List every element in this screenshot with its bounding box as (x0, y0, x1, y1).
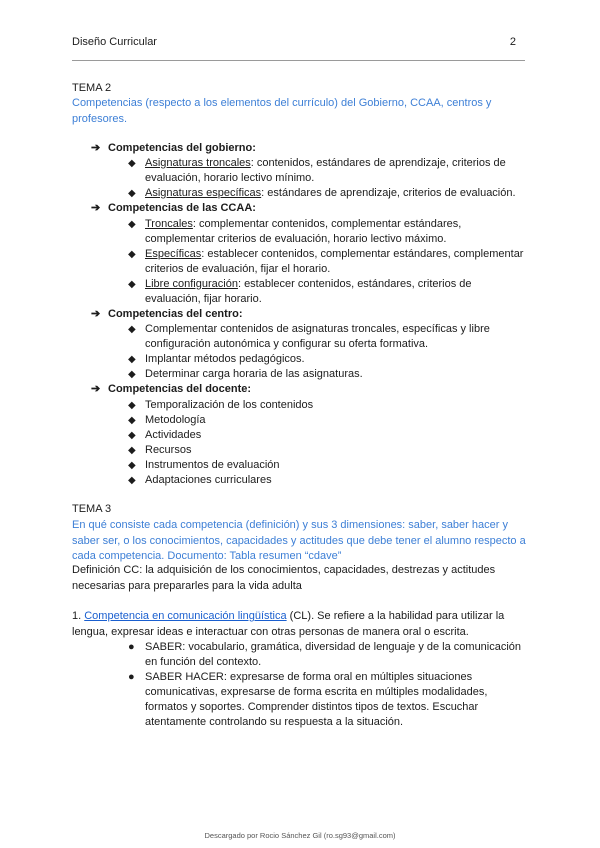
item-text: : establecer contenidos, complementar estándares, complementar criterios de evaluación, fijar el horario. (145, 248, 524, 275)
dimension-item (128, 640, 528, 670)
section-gobierno (91, 141, 256, 156)
page-number: 2 (509, 36, 516, 48)
section-title: Competencias del docente: (108, 383, 252, 395)
diamond-bullet-icon: ◆ (128, 354, 136, 365)
list-item (128, 217, 528, 247)
competence-link[interactable]: Competencia en comunicación lingüística (84, 610, 287, 622)
item-text: Temporalización de los contenidos (145, 399, 314, 411)
item-text: : complementar contenidos, complementar estándares, complementar criterios de evaluación, horario lectivo máximo. (145, 218, 462, 245)
diamond-bullet-icon: ◆ (128, 430, 136, 441)
list-item (128, 186, 528, 201)
arrow-bullet-icon: ➔ (91, 142, 101, 154)
section-title: Competencias del centro: (108, 308, 243, 320)
item-text: : contenidos, estándares de aprendizaje, criterios de evaluación, horario lectivo mínimo. (145, 157, 506, 184)
diamond-bullet-icon: ◆ (128, 158, 136, 169)
diamond-bullet-icon: ◆ (128, 249, 136, 260)
item-text: Actividades (145, 429, 202, 441)
section-centro (91, 307, 242, 322)
list-item (128, 277, 528, 307)
item-text: Instrumentos de evaluación (145, 459, 280, 471)
item-label: Troncales (145, 218, 193, 230)
item-label: Asignaturas específicas (145, 187, 262, 199)
list-item (128, 322, 528, 352)
list-item (128, 458, 528, 473)
list-item (128, 473, 528, 488)
tema3-heading: TEMA 3 (72, 503, 112, 515)
section-title: Competencias del gobierno: (108, 142, 256, 154)
list-item (128, 247, 528, 277)
diamond-bullet-icon: ◆ (128, 445, 136, 456)
tema2-heading: TEMA 2 (72, 82, 112, 94)
item-text: Complementar contenidos de asignaturas troncales, específicas y libre configuración autonómica y configurar su oferta formativa. (145, 323, 490, 350)
list-item (128, 443, 528, 458)
item-text: Adaptaciones curriculares (145, 474, 272, 486)
list-item (128, 428, 528, 443)
arrow-bullet-icon: ➔ (91, 308, 101, 320)
header-divider (72, 60, 525, 61)
tema3-question: En qué consiste cada competencia (definición) y sus 3 dimensiones: saber, saber hacer y saber ser, o los conocimientos, capacidades y actitudes que debe tener el alumno respecto a cada competencia. Documento: Tabla resumen “cdave” (72, 519, 526, 562)
section-docente (91, 382, 251, 397)
diamond-bullet-icon: ◆ (128, 415, 136, 426)
document-title: Diseño Curricular (72, 36, 157, 48)
item-label: Específicas (145, 248, 202, 260)
competence-paragraph (72, 609, 528, 640)
arrow-bullet-icon: ➔ (91, 202, 101, 214)
tema2-question: Competencias (respecto a los elementos del currículo) del Gobierno, CCAA, centros y profesores. (72, 97, 492, 125)
list-item (128, 413, 528, 428)
item-text: Recursos (145, 444, 192, 456)
diamond-bullet-icon: ◆ (128, 475, 136, 486)
diamond-bullet-icon: ◆ (128, 324, 136, 335)
diamond-bullet-icon: ◆ (128, 188, 136, 199)
list-item (128, 398, 528, 413)
section-ccaa (91, 201, 256, 216)
dimension-text: SABER: vocabulario, gramática, diversidad de lenguaje y de la comunicación en función del contexto. (145, 641, 522, 668)
arrow-bullet-icon: ➔ (91, 383, 101, 395)
item-label: Libre configuración (145, 278, 238, 290)
item-text: Implantar métodos pedagógicos. (145, 353, 305, 365)
diamond-bullet-icon: ◆ (128, 369, 136, 380)
page-header (72, 36, 528, 50)
item-text: : estándares de aprendizaje, criterios de evaluación. (261, 187, 516, 199)
download-footer: Descargado por Rocio Sánchez Gil (ro.sg93@gmail.com) (204, 831, 396, 840)
list-item (128, 156, 528, 186)
list-item (128, 367, 528, 382)
diamond-bullet-icon: ◆ (128, 219, 136, 230)
dimension-text: SABER HACER: expresarse de forma oral en múltiples situaciones comunicativas, expresarse de forma escrita en múltiples modalidades, formatos y soportes. Comprender distintos tipos de textos. Escuchar atentamente controlando su respuesta a la situación. (145, 671, 488, 728)
diamond-bullet-icon: ◆ (128, 279, 136, 290)
cc-definition: Definición CC: la adquisición de los conocimientos, capacidades, destrezas y actitudes necesarias para prepararles para la vida adulta (72, 564, 496, 592)
competence-number: 1. (72, 610, 85, 622)
item-text: : establecer contenidos, estándares, criterios de evaluación, fijar horario. (145, 278, 472, 305)
dimension-item (128, 670, 528, 730)
item-text: Metodología (145, 414, 206, 426)
section-title: Competencias de las CCAA: (108, 202, 256, 214)
diamond-bullet-icon: ◆ (128, 400, 136, 411)
item-text: Determinar carga horaria de las asignaturas. (145, 368, 363, 380)
competence-text: (CL). Se refiere a la habilidad para utilizar la lengua, expresar ideas e interactuar con otras personas de manera oral o escrita. (72, 610, 505, 638)
item-label: Asignaturas troncales (145, 157, 251, 169)
list-item (128, 352, 528, 367)
bullet-icon: ● (128, 671, 135, 683)
diamond-bullet-icon: ◆ (128, 460, 136, 471)
bullet-icon: ● (128, 641, 135, 653)
